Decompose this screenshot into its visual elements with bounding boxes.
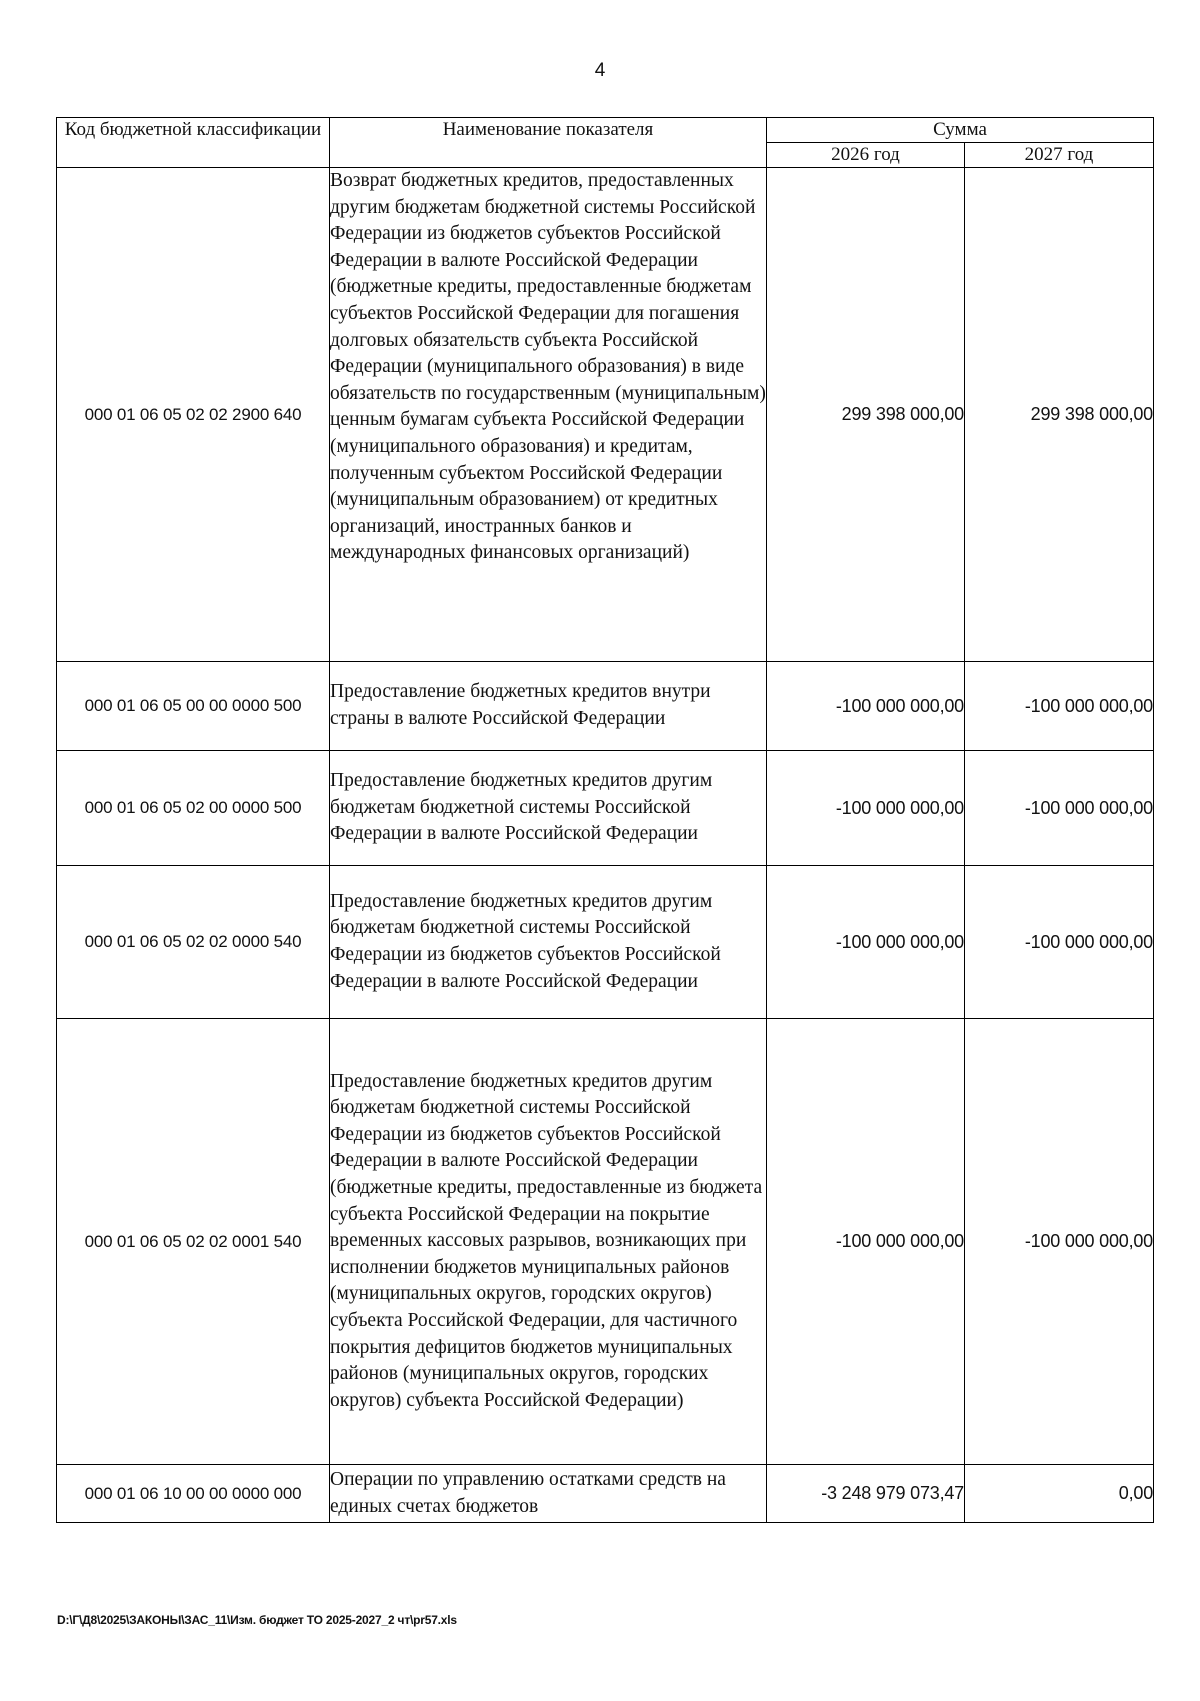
row-name: Возврат бюджетных кредитов, предоставленных другим бюджетам бюджетной системы Российской Федерации из бюджетов субъектов Российской Федерации в валюте Российской Федерации (бюджетные кредиты, предоставленные бюджетам субъектов Российской Федерации для погашения долговых обязательств субъекта Российской Федерации (муниципального образования) в виде обязательств по государственным (муниципальным) ценным бумагам субъекта Российской Федерации (муниципального образования) и кредитам, полученным субъектом Российской Федерации (муниципальным образованием) от кредитных организаций, иностранных банков и международных финансовых организаций) — [330, 168, 767, 662]
row-amount-2026: -3 248 979 073,47 — [767, 1465, 965, 1523]
table-row — [57, 662, 1154, 751]
footer-file-path: D:\Г\Д8\2025\ЗАКОНЫ\ЗАС_11\Изм. бюджет ТО 2025-2027_2 чт\pr57.xls — [57, 1613, 457, 1627]
row-amount-2027: -100 000 000,00 — [965, 866, 1154, 1019]
row-name: Предоставление бюджетных кредитов другим бюджетам бюджетной системы Российской Федерации в валюте Российской Федерации — [330, 751, 767, 866]
row-amount-2026: 299 398 000,00 — [767, 168, 965, 662]
header-name: Наименование показателя — [330, 118, 767, 168]
row-code: 000 01 06 05 02 00 0000 500 — [57, 751, 330, 866]
budget-table — [56, 117, 1154, 1523]
row-code: 000 01 06 05 00 00 0000 500 — [57, 662, 330, 751]
table-row — [57, 866, 1154, 1019]
header-year-2027: 2027 год — [965, 143, 1154, 168]
header-code: Код бюджетной классификации — [57, 118, 330, 168]
header-sum: Сумма — [767, 118, 1154, 143]
row-amount-2027: -100 000 000,00 — [965, 1019, 1154, 1465]
row-amount-2027: -100 000 000,00 — [965, 662, 1154, 751]
row-amount-2027: -100 000 000,00 — [965, 751, 1154, 866]
row-code: 000 01 06 10 00 00 0000 000 — [57, 1465, 330, 1523]
row-amount-2026: -100 000 000,00 — [767, 751, 965, 866]
row-name: Предоставление бюджетных кредитов другим бюджетам бюджетной системы Российской Федерации из бюджетов субъектов Российской Федерации в валюте Российской Федерации (бюджетные кредиты, предоставленные из бюджета субъекта Российской Федерации на покрытие временных кассовых разрывов, возникающих при исполнении бюджетов муниципальных районов (муниципальных округов, городских округов) субъекта Российской Федерации, для частичного покрытия дефицитов бюджетов муниципальных районов (муниципальных округов, городских округов) субъекта Российской Федерации) — [330, 1019, 767, 1465]
row-name: Предоставление бюджетных кредитов внутри страны в валюте Российской Федерации — [330, 662, 767, 751]
row-name: Операции по управлению остатками средств на единых счетах бюджетов — [330, 1465, 767, 1523]
row-amount-2026: -100 000 000,00 — [767, 866, 965, 1019]
row-code: 000 01 06 05 02 02 2900 640 — [57, 168, 330, 662]
row-amount-2027: 299 398 000,00 — [965, 168, 1154, 662]
table-row — [57, 1465, 1154, 1523]
table-row — [57, 168, 1154, 662]
row-code: 000 01 06 05 02 02 0001 540 — [57, 1019, 330, 1465]
row-amount-2026: -100 000 000,00 — [767, 1019, 965, 1465]
row-amount-2026: -100 000 000,00 — [767, 662, 965, 751]
page-number: 4 — [594, 60, 606, 81]
header-year-2026: 2026 год — [767, 143, 965, 168]
row-amount-2027: 0,00 — [965, 1465, 1154, 1523]
row-name: Предоставление бюджетных кредитов другим бюджетам бюджетной системы Российской Федерации из бюджетов субъектов Российской Федерации в валюте Российской Федерации — [330, 866, 767, 1019]
table-row — [57, 751, 1154, 866]
row-code: 000 01 06 05 02 02 0000 540 — [57, 866, 330, 1019]
table-row — [57, 1019, 1154, 1465]
